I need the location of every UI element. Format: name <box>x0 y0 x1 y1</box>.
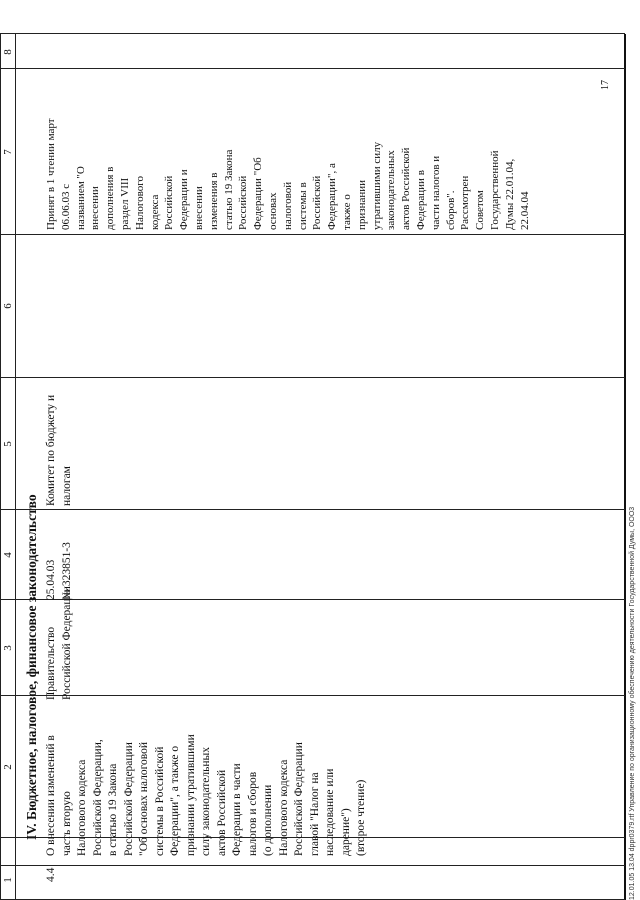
column-divider <box>0 377 625 378</box>
bill-status: Принят в 1 чтении март 06.06.03 с названием "О внесении дополнения в раздел VIII Налогового кодекса Российской Федерации и внесении изменения в статью 19 Закона Российской Федерации "Об основах налоговой системы в Российской Федерации", а также о признании утратившими силу законодательных актов Российской Федерации в части налогов и сборов". Рассмотрен Советом Государственной Думы 22.01.04, 22.04.04 <box>45 118 531 230</box>
row-number: 4.4 <box>45 867 57 882</box>
bill-title: О внесении изменений в часть вторую Налогового кодекса Российской Федерации, в статью 19 Закона Российской Федерации "Об основах налоговой системы в Российской Федерации", а также о признании утратившими силу законодательных актов Российской Федерации в части налогов и сборов (о дополнении Налогового кодекса Российской Федерации главой "Налог на наследование или дарение") (второе чтение) <box>45 734 367 856</box>
column-divider <box>0 68 625 69</box>
document-footer: 12.01.05 13.04 dppr0379.rtf Управление по организационному обеспечению деятельности Государственной Думы, ООО3 <box>629 506 636 900</box>
column-number-6: 6 <box>2 303 14 309</box>
column-number-8: 8 <box>2 49 14 55</box>
table-bottom-border <box>624 34 626 900</box>
bill-initiator: Правительство Российской Федерации <box>45 586 73 700</box>
column-number-4: 4 <box>2 552 14 558</box>
column-divider <box>0 509 625 510</box>
column-number-2: 2 <box>2 764 14 770</box>
header-row-border <box>15 34 16 900</box>
column-divider <box>0 33 625 34</box>
column-number-3: 3 <box>2 645 14 651</box>
column-number-5: 5 <box>2 441 14 447</box>
column-divider <box>0 599 625 600</box>
column-divider <box>0 234 625 235</box>
column-divider <box>0 865 625 866</box>
bill-date-number: 25.04.03 № 323851-3 <box>45 542 73 600</box>
page-number: 17 <box>600 80 611 90</box>
column-number-1: 1 <box>2 877 14 883</box>
responsible-committee: Комитет по бюджету и налогам <box>45 394 73 506</box>
column-number-7: 7 <box>2 149 14 155</box>
section-title: IV. Бюджетное, налоговое, финансовое законодательство <box>24 494 39 840</box>
